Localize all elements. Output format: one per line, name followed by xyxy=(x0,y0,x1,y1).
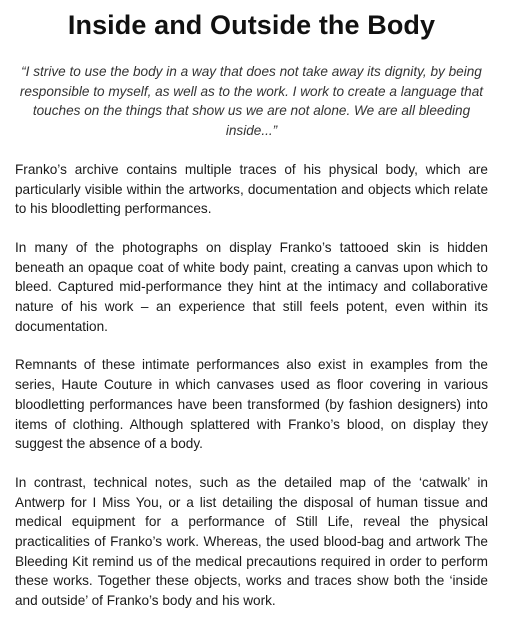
body-paragraph-photographs: In many of the photographs on display Franko’s tattooed skin is hidden beneath an opaque coat of white body paint, creating a canvas upon which to bleed. Captured mid-performance they hint at the intimacy and collaborative nature of his work – an experience that still feels potent, even within its documentation. xyxy=(15,239,488,334)
artist-quote: “I strive to use the body in a way that does not take away its dignity, by being responsible to myself, as well as to the work. I work to create a language that touches on the things that show us we are not alone. We are all bleeding inside...” xyxy=(19,64,484,139)
page-title: Inside and Outside the Body xyxy=(67,10,436,40)
body-paragraph-archive: Franko’s archive contains multiple traces of his physical body, which are particularly visible within the artworks, documentation and objects which relate to his bloodletting performances. xyxy=(15,161,488,217)
body-paragraph-remnants: Remnants of these intimate performances also exist in examples from the series, Haute Couture in which canvases used as floor covering in various bloodletting performances have been transformed (by fashion designers) into items of clothing. Although splattered with Franko’s blood, on display they suggest the absence of a body. xyxy=(15,357,488,452)
body-paragraph-technical-notes: In contrast, technical notes, such as the detailed map of the ‘catwalk’ in Antwerp for I Miss You, or a list detailing the disposal of human tissue and medical equipment for a performance of Still Life, reveal the physical practicalities of Franko’s work. Whereas, the used blood-bag and artwork The Bleeding Kit remind us of the medical precautions required in order to perform these works. Together these objects, works and traces show both the ‘inside and outside’ of Franko’s body and his work. xyxy=(15,474,488,609)
